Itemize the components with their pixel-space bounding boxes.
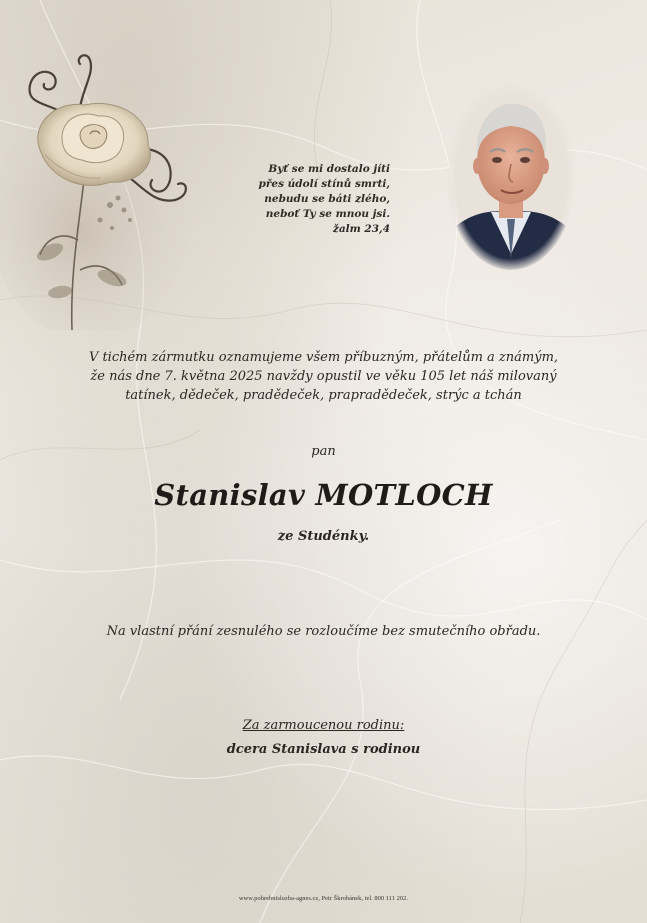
psalm-verse [255, 162, 390, 237]
death-announcement [70, 348, 577, 405]
funeral-service-footer: www.pohrebnisluzba-agnes.cz, Petr Škrobánek, tel. 800 111 202. [238, 895, 409, 902]
verse-line: nebudu se báti zlého, [264, 193, 390, 205]
ceremony-notice: Na vlastní přání zesnulého se rozloučíme bez smutečního obřadu. [106, 624, 541, 639]
verse-line: přes údolí stínů smrti, [258, 178, 390, 190]
verse-reference: žalm 23,4 [332, 223, 390, 235]
honorific: pan [311, 444, 336, 459]
announcement-line: že nás dne 7. května 2025 navždy opustil ve věku 105 let náš milovaný [90, 369, 557, 384]
verse-line: neboť Ty se mnou jsi. [265, 208, 390, 220]
rose-icon [0, 30, 200, 330]
announcement-line: V tichém zármutku oznamujeme všem příbuzným, přátelům a známým, [88, 350, 559, 365]
deceased-origin: ze Studénky. [277, 529, 370, 544]
portrait-photo [447, 84, 575, 270]
family-label: Za zarmoucenou rodinu: [242, 718, 405, 733]
verse-line: Byť se mi dostalo jíti [268, 163, 390, 175]
announcement-line: tatínek, dědeček, pradědeček, prapradědeček, strýc a tchán [125, 388, 522, 403]
deceased-name: Stanislav MOTLOCH [154, 478, 493, 512]
family-name: dcera Stanislava s rodinou [226, 742, 421, 757]
